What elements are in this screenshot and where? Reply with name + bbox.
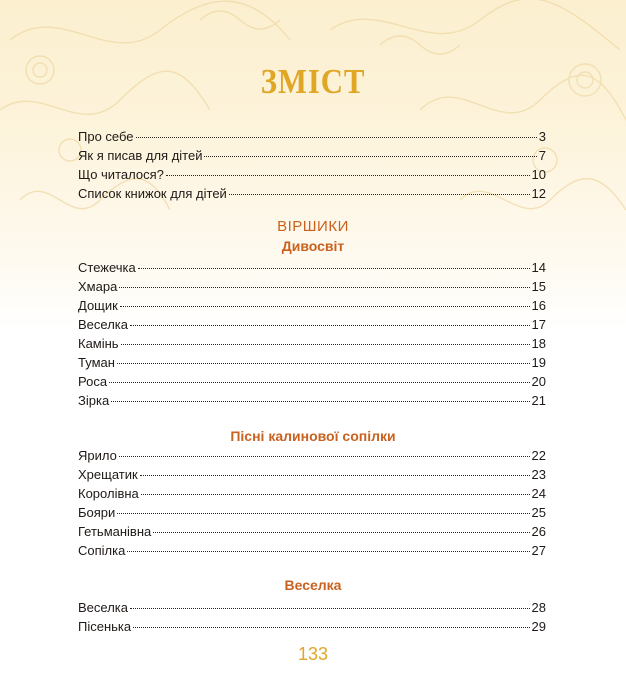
toc-entry-title: Туман xyxy=(78,355,115,370)
toc-entry-page: 10 xyxy=(531,167,546,182)
toc-entry-page: 16 xyxy=(531,298,546,313)
toc-entry-title: Роса xyxy=(78,374,108,389)
page-number: 133 xyxy=(297,644,329,664)
toc-entry-page: 12 xyxy=(531,186,546,201)
dot-leader xyxy=(117,363,530,364)
toc-entry-page: 17 xyxy=(531,317,546,332)
toc-entry-page: 7 xyxy=(538,148,546,163)
toc-entry[interactable] xyxy=(78,617,546,636)
dot-leader xyxy=(141,494,530,495)
toc-entry-page: 24 xyxy=(531,486,546,501)
dot-leader xyxy=(133,627,529,628)
dot-leader xyxy=(153,532,529,533)
dot-leader xyxy=(109,382,529,383)
toc-entry-page: 15 xyxy=(531,279,546,294)
dot-leader xyxy=(117,513,529,514)
toc-entry[interactable] xyxy=(78,296,546,315)
toc-entry-page: 20 xyxy=(531,374,546,389)
toc-entry-title: Стежечка xyxy=(78,260,136,275)
toc-entry-title: Зірка xyxy=(78,393,110,408)
section-heading: Веселка xyxy=(284,577,342,593)
toc-entry-title: Сопілка xyxy=(78,543,126,558)
dot-leader xyxy=(121,344,530,345)
toc-entry-page: 29 xyxy=(531,619,546,634)
page-title: ЗМІСТ xyxy=(260,62,366,101)
toc-entry[interactable] xyxy=(78,391,546,410)
dot-leader xyxy=(204,156,536,157)
toc-entry[interactable] xyxy=(78,146,546,165)
toc-entry-page: 21 xyxy=(531,393,546,408)
toc-entry[interactable] xyxy=(78,541,546,560)
toc-entry-title: Королівна xyxy=(78,486,139,501)
toc-entry[interactable] xyxy=(78,334,546,353)
toc-entry[interactable] xyxy=(78,372,546,391)
dot-leader xyxy=(119,456,530,457)
toc-entry[interactable] xyxy=(78,503,546,522)
section-heading: Дивосвіт xyxy=(281,238,345,254)
toc-entry-page: 18 xyxy=(531,336,546,351)
toc-entry-page: 26 xyxy=(531,524,546,539)
toc-entry[interactable] xyxy=(78,446,546,465)
dot-leader xyxy=(119,287,529,288)
toc-entry-page: 28 xyxy=(531,600,546,615)
toc-entry-title: Гетьманівна xyxy=(78,524,152,539)
toc-entry[interactable] xyxy=(78,258,546,277)
toc-entry-title: Камінь xyxy=(78,336,119,351)
toc-entry[interactable] xyxy=(78,127,546,146)
toc-entry-page: 25 xyxy=(531,505,546,520)
dot-leader xyxy=(166,175,530,176)
toc-entry-title: Веселка xyxy=(78,317,128,332)
toc-entry-title: Список книжок для дітей xyxy=(78,186,227,201)
toc-entry[interactable] xyxy=(78,522,546,541)
dot-leader xyxy=(140,475,530,476)
toc-entry[interactable] xyxy=(78,484,546,503)
dot-leader xyxy=(111,401,529,402)
toc-entry-title: Хрещатик xyxy=(78,467,138,482)
toc-entry-title: Як я писав для дітей xyxy=(78,148,203,163)
toc-entry-page: 19 xyxy=(531,355,546,370)
toc-entry-page: 22 xyxy=(531,448,546,463)
toc-entry-page: 3 xyxy=(538,129,546,144)
toc-entry-title: Бояри xyxy=(78,505,116,520)
poems-heading: ВІРШИКИ xyxy=(277,218,349,235)
toc-entry-page: 14 xyxy=(531,260,546,275)
toc-entry-title: Про себе xyxy=(78,129,134,144)
toc-entry-title: Дощик xyxy=(78,298,118,313)
toc-entry[interactable] xyxy=(78,315,546,334)
toc-entry-page: 23 xyxy=(531,467,546,482)
dot-leader xyxy=(138,268,530,269)
toc-entry[interactable] xyxy=(78,465,546,484)
dot-leader xyxy=(130,325,530,326)
toc-section-list xyxy=(78,258,546,410)
dot-leader xyxy=(120,306,530,307)
toc-entry[interactable] xyxy=(78,277,546,296)
toc-entry-title: Що читалося? xyxy=(78,167,164,182)
toc-intro-list xyxy=(78,127,546,203)
toc-section-list xyxy=(78,598,546,636)
toc-entry-title: Хмара xyxy=(78,279,118,294)
toc-entry-title: Ярило xyxy=(78,448,117,463)
toc-entry[interactable] xyxy=(78,165,546,184)
dot-leader xyxy=(127,551,529,552)
dot-leader xyxy=(130,608,530,609)
toc-entry-title: Веселка xyxy=(78,600,128,615)
section-heading: Пісні калинової сопілки xyxy=(230,428,396,444)
toc-entry-title: Пісенька xyxy=(78,619,132,634)
toc-section-list xyxy=(78,446,546,560)
toc-entry[interactable] xyxy=(78,184,546,203)
toc-entry[interactable] xyxy=(78,353,546,372)
dot-leader xyxy=(136,137,537,138)
toc-entry[interactable] xyxy=(78,598,546,617)
toc-entry-page: 27 xyxy=(531,543,546,558)
dot-leader xyxy=(229,194,530,195)
